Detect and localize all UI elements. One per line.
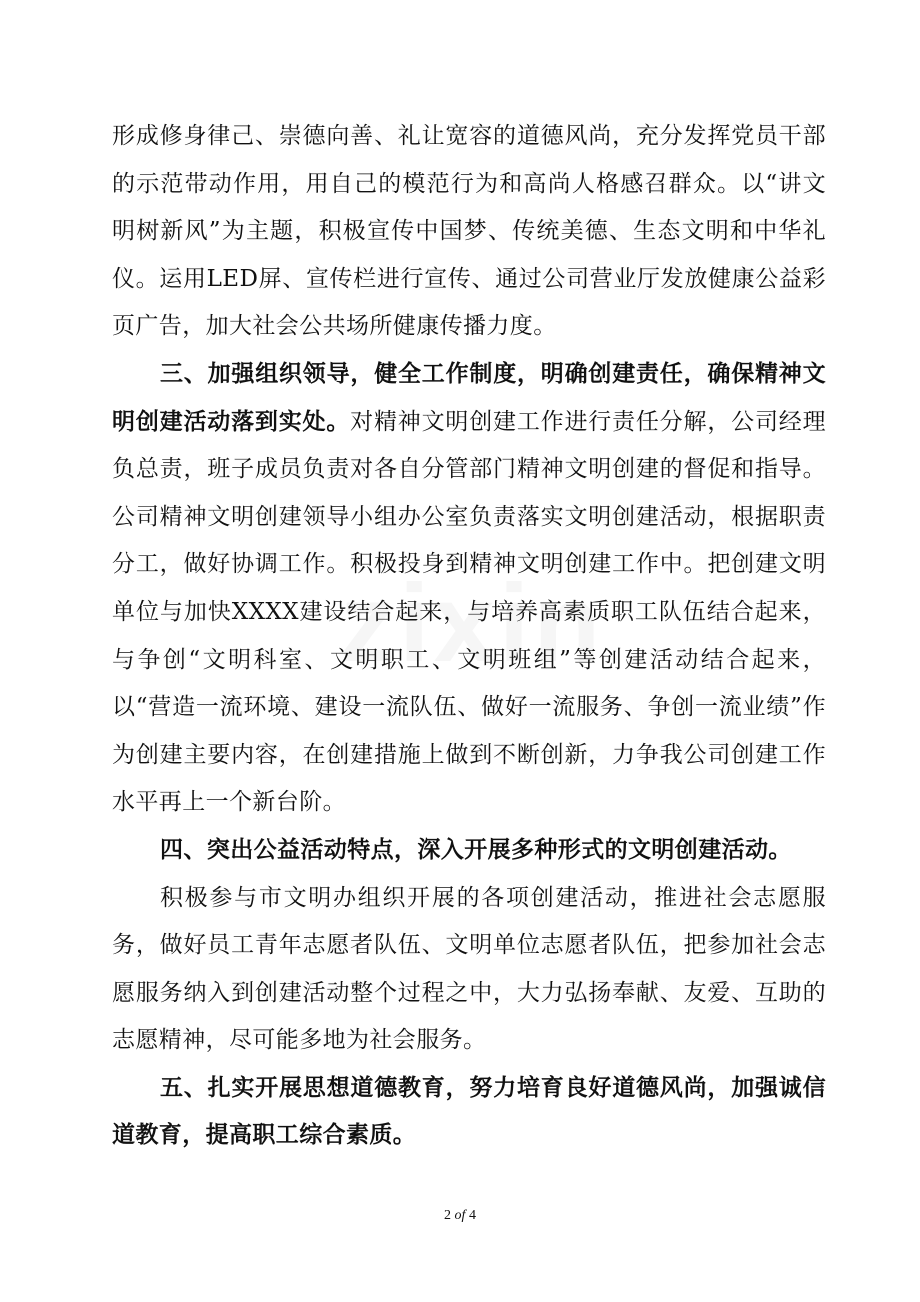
paragraph-text: 积极参与市文明办组织开展的各项创建活动，推进社会志愿服务，做好员工青年志愿者队伍、文明单位志愿者队伍，把参加社会志愿服务纳入到创建活动整个过程之中，大力弘扬奉献、友爱、互助的志愿精神，尽可能多地为社会服务。 <box>112 884 826 1054</box>
paragraph-3 <box>112 827 826 875</box>
page-total: 4 <box>468 1208 476 1223</box>
paragraph-2 <box>112 351 826 827</box>
document-body <box>112 113 826 1160</box>
paragraph-text: 形成修身律己、崇德向善、礼让宽容的道德风尚，充分发挥党员干部的示范带动作用，用自己的模范行为和高尚人格感召群众。以“讲文明树新风”为主题，积极宣传中国梦、传统美德、生态文明和中华礼仪。运用LED屏、宣传栏进行宣传、通过公司营业厅发放健康公益彩页广告，加大社会公共场所健康传播力度。 <box>112 123 826 340</box>
section-heading-3: 三、加强组织领导，健全工作制度，明确创建责任，确保精神文明创建活动落到实处。 <box>112 360 826 435</box>
paragraph-4 <box>112 875 826 1065</box>
paragraph-5 <box>112 1065 826 1160</box>
page-separator: of <box>454 1208 466 1223</box>
page-number <box>0 1208 920 1224</box>
section-heading-4: 四、突出公益活动特点，深入开展多种形式的文明创建活动。 <box>160 836 792 863</box>
paragraph-text: 对精神文明创建工作进行责任分解，公司经理负总责，班子成员负责对各自分管部门精神文明创建的督促和指导。公司精神文明创建领导小组办公室负责落实文明创建活动，根据职责分工，做好协调工作。积极投身到精神文明创建工作中。把创建文明单位与加快XXXX建设结合起来，与培养高素质职工队伍结合起来，与争创“文明科室、文明职工、文明班组”等创建活动结合起来，以“营造一流环境、建设一流队伍、做好一流服务、争创一流业绩”作为创建主要内容，在创建措施上做到不断创新，力争我公司创建工作水平再上一个新台阶。 <box>112 408 827 816</box>
page-current: 2 <box>444 1208 452 1223</box>
paragraph-1 <box>112 113 826 351</box>
section-heading-5: 五、扎实开展思想道德教育，努力培育良好道德风尚，加强诚信道教育，提高职工综合素质。 <box>112 1074 826 1149</box>
